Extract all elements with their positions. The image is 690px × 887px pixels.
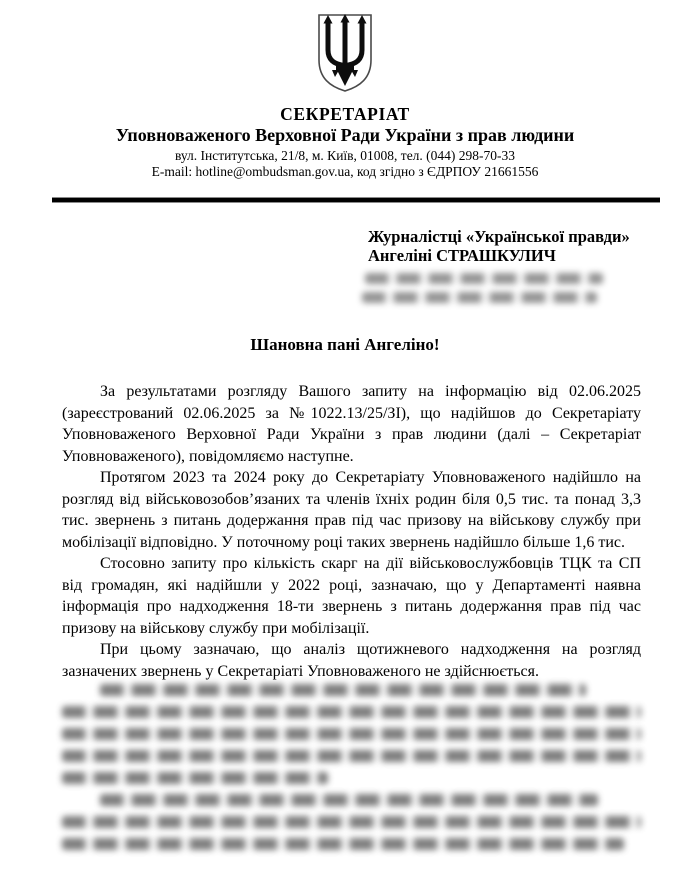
redacted-text-line (100, 794, 598, 806)
org-address: вул. Інститутська, 21/8, м. Київ, 01008, тел. (044) 298-70-33 (174, 148, 516, 163)
redacted-text-line (62, 816, 641, 828)
body-paragraph-2: Протягом 2023 та 2024 року до Секретаріату Уповноваженого надійшло на розгляд від військовозобов’язаних та членів їхніх родин біля 0,5 тис. та понад 3,3 тис. звернень з питань додержання прав під час призову на військову службу при мобілізації відповідно. У поточному році таких звернень надійшло більше 1,6 тис. (62, 469, 641, 551)
redacted-text-line (62, 706, 641, 718)
redacted-text-line (100, 684, 586, 696)
letter-body (62, 381, 641, 682)
body-paragraph-4: При цьому зазначаю, що аналіз щотижневого надходження на розгляд зазначених звернень у Секретаріаті Уповноваженого не здійснюється. (62, 641, 641, 680)
recipient-name: Ангеліні СТРАШКУЛИЧ (368, 246, 556, 265)
ukraine-trident-emblem (314, 13, 376, 95)
salutation: Шановна пані Ангеліно! (250, 335, 440, 354)
redacted-paragraph-2 (62, 794, 641, 850)
emblem-container (0, 0, 690, 100)
redacted-text-line (362, 292, 597, 303)
recipient-role: Журналістці «Української правди» (368, 227, 630, 246)
redacted-text-line (62, 772, 328, 784)
body-paragraph-1: За результатами розгляду Вашого запиту на інформацію від 02.06.2025 (зареєстрований 02.06.2025 за №1022.13/25/ЗІ), що надійшов до Секретаріату Уповноваженого Верховної Ради України з прав людини (далі – Секретаріат Уповноваженого), повідомляємо наступне. (62, 383, 641, 465)
org-email: E-mail: hotline@ombudsman.gov.ua, код згідно з ЄДРПОУ 21661556 (151, 164, 539, 179)
redacted-paragraph-1 (62, 684, 641, 784)
body-paragraph-3: Стосовно запиту про кількість скарг на дії військовослужбовців ТЦК та СП від громадян, які надійшли у 2022 році, зазначаю, що у Департаменті наявна інформація про надходження 18-ти звернень з питань додержання прав під час призову на військову службу при мобілізації. (62, 555, 641, 637)
org-subtitle: Уповноваженого Верховної Ради України з прав людини (115, 125, 575, 145)
redacted-text-line (62, 750, 641, 762)
org-title: СЕКРЕТАРІАТ (280, 104, 410, 124)
redacted-text-line (62, 728, 641, 740)
recipient-redacted-contact (362, 273, 602, 303)
recipient-block (368, 227, 670, 265)
letterhead-divider-rule (52, 197, 660, 203)
redacted-text-line (62, 838, 624, 850)
redacted-text-line (365, 273, 603, 284)
